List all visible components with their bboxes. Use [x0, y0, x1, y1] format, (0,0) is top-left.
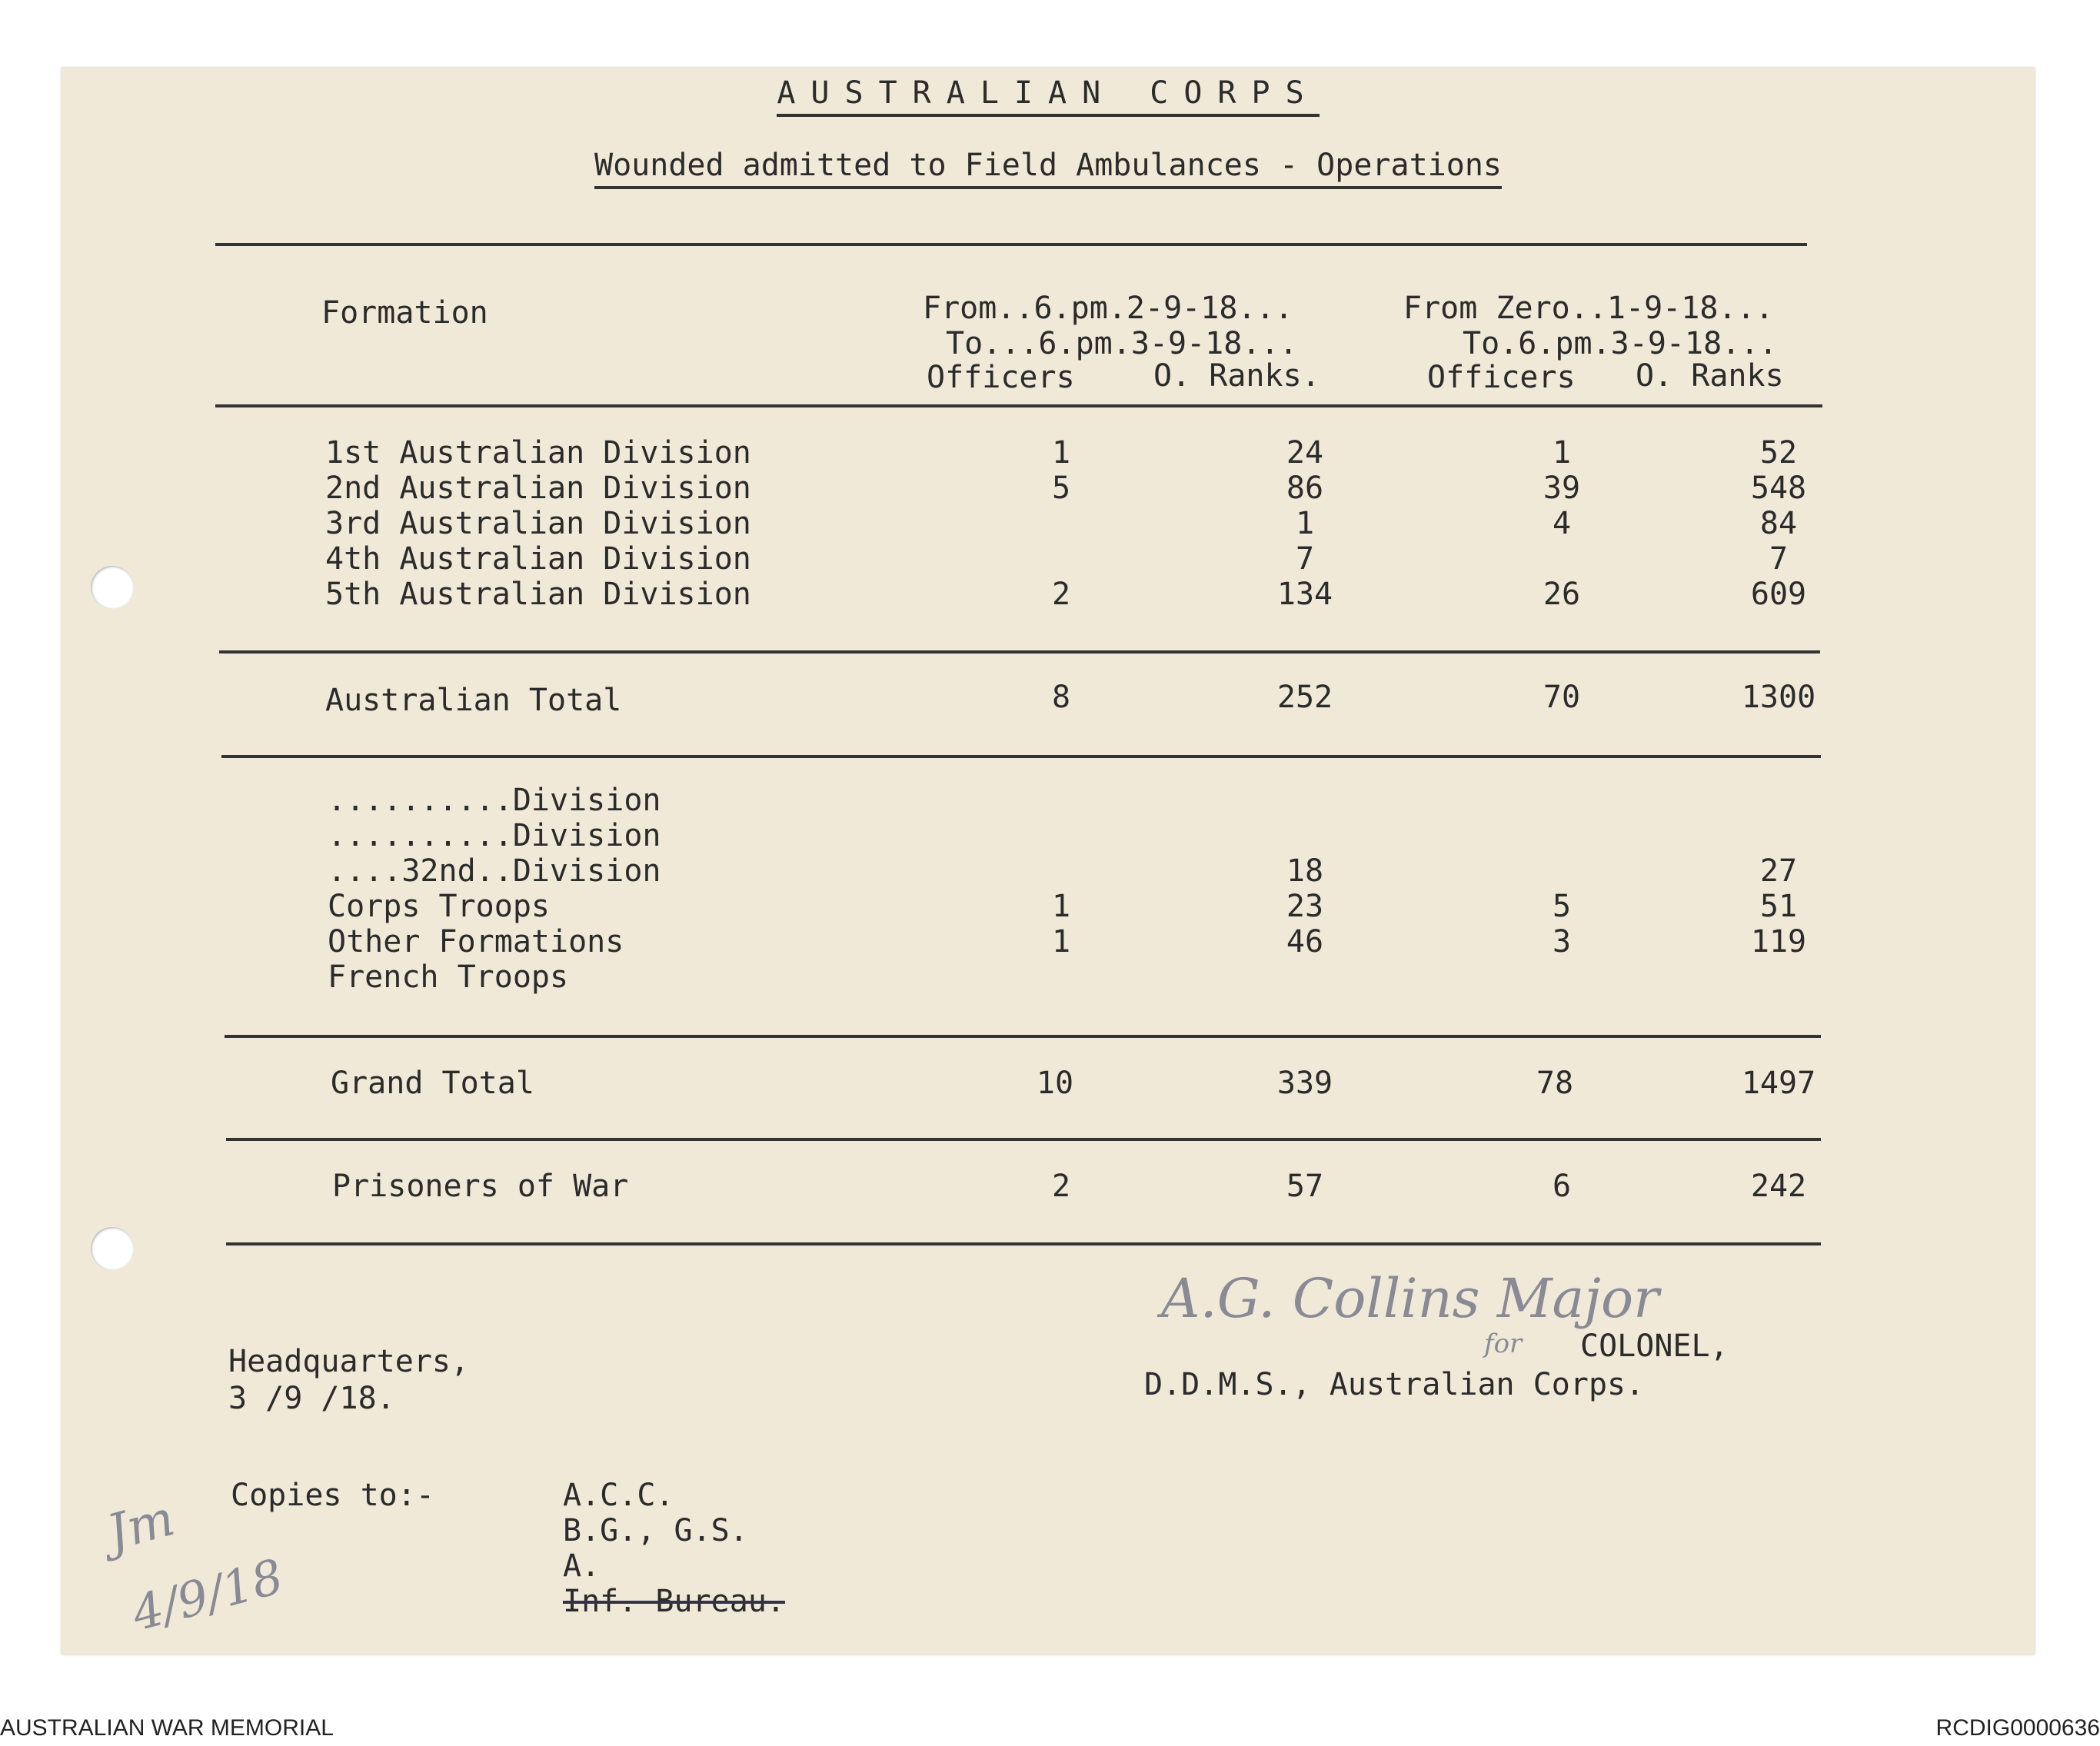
p1-ranks: 1 — [1295, 506, 1315, 541]
period1-from: From..6.pm.2-9-18... — [923, 291, 1293, 326]
p1-officers: 8 — [1051, 680, 1071, 715]
p2-ranks: 119 — [1750, 924, 1807, 959]
p2-ranks: 51 — [1759, 889, 1798, 924]
p1-officers: 5 — [1051, 471, 1071, 506]
footer-right: RCDIG0000636 — [1935, 1715, 2100, 1741]
copies-recipient: B.G., G.S. — [563, 1513, 748, 1548]
p1-ranks: 18 — [1286, 853, 1324, 889]
p2-ranks: 609 — [1750, 577, 1807, 612]
p2-officers: 5 — [1552, 889, 1572, 924]
formation-name: French Troops — [328, 959, 569, 995]
formation-name: ..........Division — [328, 783, 661, 818]
p1-ranks: 252 — [1276, 680, 1333, 715]
document-subtitle: Wounded admitted to Field Ambulances - Operations — [62, 148, 2035, 189]
p2-ranks: 548 — [1750, 471, 1807, 506]
formation-name: 3rd Australian Division — [325, 506, 751, 541]
footer-left: AUSTRALIAN WAR MEMORIAL — [0, 1715, 334, 1741]
handwritten-for: for — [1484, 1329, 1523, 1359]
p1-officers: 2 — [1051, 1169, 1071, 1204]
p1-ranks: 134 — [1276, 577, 1333, 612]
period2-ranks-label: O. Ranks — [1636, 358, 1784, 394]
p2-ranks: 242 — [1750, 1169, 1807, 1204]
p2-officers: 26 — [1543, 577, 1581, 612]
p2-officers: 6 — [1552, 1169, 1572, 1204]
formation-name: 1st Australian Division — [325, 435, 751, 471]
p2-ranks: 52 — [1759, 435, 1798, 471]
p2-officers: 78 — [1536, 1066, 1574, 1101]
formation-name: Other Formations — [328, 924, 624, 959]
handwritten-date: 4/9/18 — [125, 1548, 289, 1642]
p2-officers: 4 — [1552, 506, 1572, 541]
p1-officers: 1 — [1051, 924, 1071, 959]
p1-ranks: 46 — [1286, 924, 1324, 959]
p2-ranks: 1497 — [1741, 1066, 1816, 1101]
divider — [221, 755, 1821, 758]
total-label: Australian Total — [325, 683, 622, 718]
signature-title: D.D.M.S., Australian Corps. — [1144, 1367, 1645, 1402]
handwritten-initials: Jm — [101, 1490, 181, 1562]
divider — [226, 1242, 1821, 1245]
total-label: Prisoners of War — [332, 1169, 629, 1204]
p2-ranks: 27 — [1759, 853, 1798, 889]
divider — [215, 404, 1822, 407]
divider — [225, 1035, 1821, 1038]
divider — [219, 650, 1820, 654]
punch-hole — [91, 1227, 134, 1270]
formation-name: Corps Troops — [328, 889, 550, 924]
p1-ranks: 23 — [1286, 889, 1324, 924]
period2-to: To.6.pm.3-9-18... — [1463, 326, 1778, 361]
p1-officers: 2 — [1051, 577, 1071, 612]
p1-ranks: 57 — [1286, 1169, 1324, 1204]
p2-ranks: 1300 — [1741, 680, 1816, 715]
p1-ranks: 86 — [1286, 471, 1324, 506]
period1-ranks-label: O. Ranks. — [1153, 358, 1320, 394]
p1-officers: 10 — [1036, 1066, 1074, 1101]
p1-ranks: 339 — [1276, 1066, 1333, 1101]
formation-name: ..........Division — [328, 818, 661, 853]
document-page — [62, 68, 2035, 1655]
divider — [226, 1138, 1821, 1141]
total-label: Grand Total — [331, 1066, 534, 1101]
period2-officers-label: Officers — [1427, 360, 1576, 395]
divider — [215, 243, 1807, 246]
p1-ranks: 24 — [1286, 435, 1324, 471]
copies-recipient: Inf. Bureau. — [563, 1584, 785, 1619]
handwritten-signature: A.G. Collins Major — [1161, 1267, 1659, 1330]
formation-name: 5th Australian Division — [325, 577, 751, 612]
period1-to: To...6.pm.3-9-18... — [946, 326, 1298, 361]
p1-officers: 1 — [1051, 435, 1071, 471]
formation-header: Formation — [321, 295, 488, 331]
formation-name: ....32nd..Division — [328, 853, 661, 889]
p1-ranks: 7 — [1295, 541, 1315, 577]
punch-hole — [91, 566, 134, 609]
headquarters-date: 3 /9 /18. — [228, 1381, 395, 1416]
copies-recipient: A. — [563, 1548, 601, 1584]
corps-title: AUSTRALIAN CORPS — [62, 75, 2035, 117]
p2-officers: 70 — [1543, 680, 1581, 715]
p2-officers: 39 — [1543, 471, 1581, 506]
copies-recipient: A.C.C. — [563, 1478, 674, 1513]
copies-label: Copies to:- — [231, 1478, 434, 1513]
period1-officers-label: Officers — [927, 360, 1075, 395]
formation-name: 2nd Australian Division — [325, 471, 751, 506]
period2-from: From Zero..1-9-18... — [1403, 291, 1774, 326]
formation-name: 4th Australian Division — [325, 541, 751, 577]
p1-officers: 1 — [1051, 889, 1071, 924]
p2-ranks: 7 — [1769, 541, 1789, 577]
p2-officers: 3 — [1552, 924, 1572, 959]
headquarters-label: Headquarters, — [228, 1344, 470, 1379]
signature-rank: COLONEL, — [1580, 1329, 1729, 1364]
p2-ranks: 84 — [1759, 506, 1798, 541]
p2-officers: 1 — [1552, 435, 1572, 471]
